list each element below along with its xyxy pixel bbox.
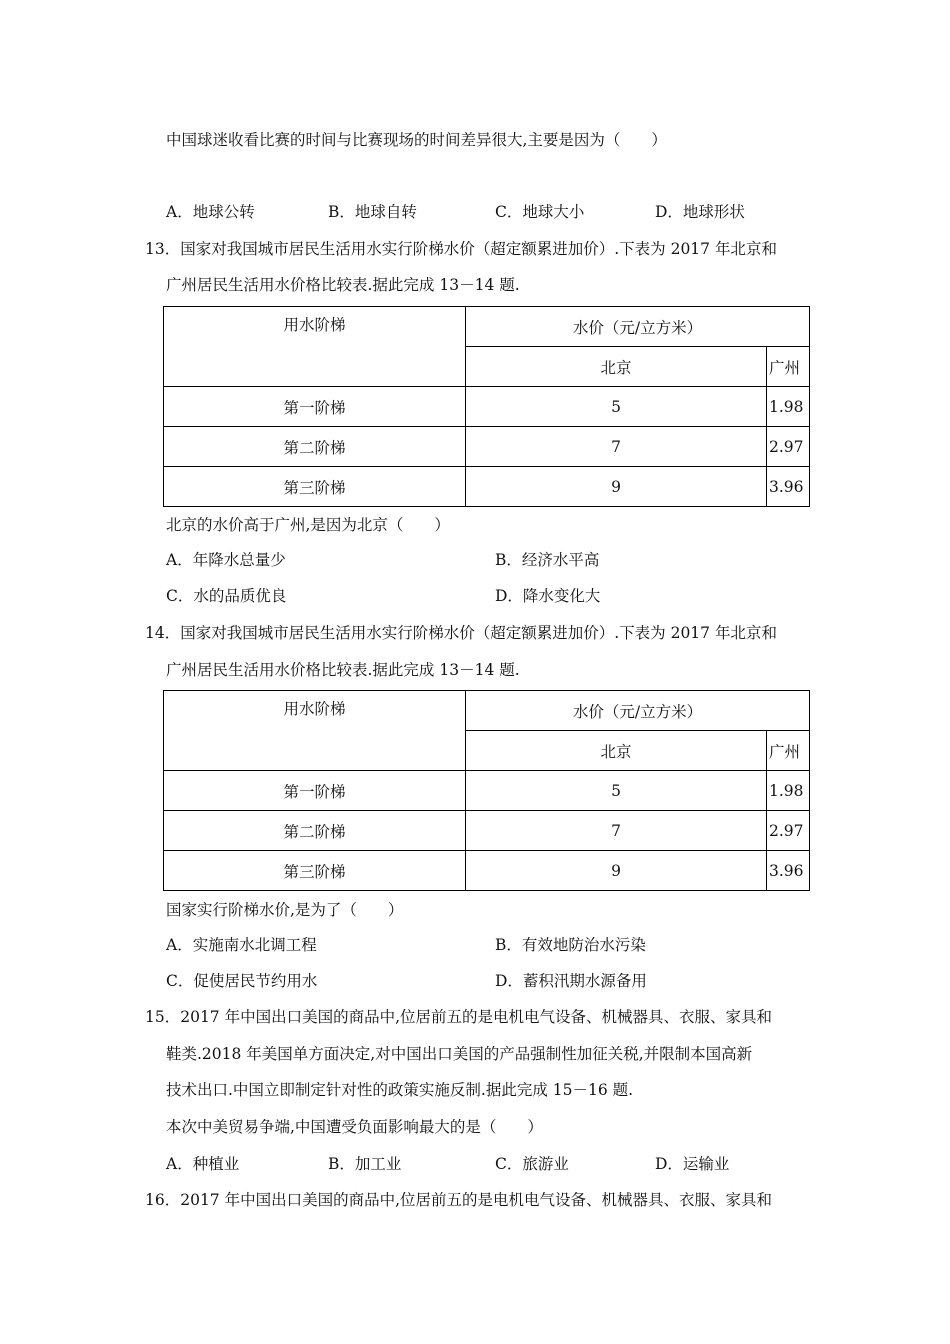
q14-col-guangzhou-header: 广州 <box>767 731 810 771</box>
q14-intro-line-2: 广州居民生活用水价格比较表.据此完成 13－14 题. <box>166 661 520 679</box>
q12-option-d: D．地球形状 <box>655 203 745 221</box>
table-row <box>164 387 810 427</box>
q12-stem: 中国球迷收看比赛的时间与比赛现场的时间差异很大,主要是因为（ ） <box>166 131 667 149</box>
q16-intro-line-1: 16．2017 年中国出口美国的商品中,位居前五的是电机电气设备、机械器具、衣服、家具和 <box>145 1191 773 1209</box>
q13-col-guangzhou-header: 广州 <box>767 347 810 387</box>
table-row <box>164 467 810 507</box>
q15-question: 本次中美贸易争端,中国遭受负面影响最大的是（ ） <box>166 1118 543 1136</box>
tier-cell: 第三阶梯 <box>164 851 466 891</box>
tier-cell: 第二阶梯 <box>164 811 466 851</box>
table-row <box>164 811 810 851</box>
q14-intro-line-1: 14．国家对我国城市居民生活用水实行阶梯水价（超定额累进加价）.下表为 2017 年北京和 <box>145 624 777 642</box>
q13-option-c: C．水的品质优良 <box>166 587 287 605</box>
q15-intro-line-3: 技术出口.中国立即制定针对性的政策实施反制.据此完成 15－16 题. <box>166 1081 634 1099</box>
q14-question: 国家实行阶梯水价,是为了（ ） <box>166 901 404 919</box>
q15-intro-line-1: 15．2017 年中国出口美国的商品中,位居前五的是电机电气设备、机械器具、衣服、家具和 <box>145 1008 773 1026</box>
beijing-price-cell: 9 <box>466 851 767 891</box>
beijing-price-cell: 9 <box>466 467 767 507</box>
q12-option-a: A．地球公转 <box>166 203 255 221</box>
guangzhou-price-cell: 3.96 <box>767 467 810 507</box>
beijing-price-cell: 7 <box>466 427 767 467</box>
q15-option-c: C．旅游业 <box>495 1155 569 1173</box>
tier-cell: 第一阶梯 <box>164 387 466 427</box>
q14-option-b: B．有效地防治水污染 <box>495 936 646 954</box>
guangzhou-price-cell: 2.97 <box>767 811 810 851</box>
q13-option-d: D．降水变化大 <box>495 587 601 605</box>
q13-col-tier-header: 用水阶梯 <box>164 307 466 387</box>
q15-option-a: A．种植业 <box>166 1155 240 1173</box>
beijing-price-cell: 5 <box>466 771 767 811</box>
q13-water-price-table <box>163 306 810 507</box>
beijing-price-cell: 5 <box>466 387 767 427</box>
q14-option-d: D．蓄积汛期水源备用 <box>495 972 647 990</box>
tier-cell: 第一阶梯 <box>164 771 466 811</box>
q13-option-a: A．年降水总量少 <box>166 551 286 569</box>
q15-option-d: D．运输业 <box>655 1155 730 1173</box>
q15-option-b: B．加工业 <box>328 1155 402 1173</box>
q14-col-beijing-header: 北京 <box>466 731 767 771</box>
q13-col-beijing-header: 北京 <box>466 347 767 387</box>
q13-col-price-header: 水价（元/立方米） <box>466 307 810 347</box>
q13-option-b: B．经济水平高 <box>495 551 600 569</box>
guangzhou-price-cell: 1.98 <box>767 387 810 427</box>
q14-water-price-table <box>163 690 810 891</box>
q12-option-c: C．地球大小 <box>495 203 585 221</box>
guangzhou-price-cell: 2.97 <box>767 427 810 467</box>
guangzhou-price-cell: 1.98 <box>767 771 810 811</box>
table-row <box>164 851 810 891</box>
q12-option-b: B．地球自转 <box>328 203 417 221</box>
q13-question: 北京的水价高于广州,是因为北京（ ） <box>166 516 450 534</box>
q13-intro-line-2: 广州居民生活用水价格比较表.据此完成 13－14 题. <box>166 276 520 294</box>
beijing-price-cell: 7 <box>466 811 767 851</box>
tier-cell: 第二阶梯 <box>164 427 466 467</box>
guangzhou-price-cell: 3.96 <box>767 851 810 891</box>
q14-option-a: A．实施南水北调工程 <box>166 936 317 954</box>
q14-option-c: C．促使居民节约用水 <box>166 972 318 990</box>
q14-col-price-header: 水价（元/立方米） <box>466 691 810 731</box>
tier-cell: 第三阶梯 <box>164 467 466 507</box>
table-row <box>164 427 810 467</box>
q14-col-tier-header: 用水阶梯 <box>164 691 466 771</box>
q15-intro-line-2: 鞋类.2018 年美国单方面决定,对中国出口美国的产品强制性加征关税,并限制本国高新 <box>166 1045 753 1063</box>
table-row <box>164 771 810 811</box>
q13-intro-line-1: 13．国家对我国城市居民生活用水实行阶梯水价（超定额累进加价）.下表为 2017 年北京和 <box>145 240 777 258</box>
